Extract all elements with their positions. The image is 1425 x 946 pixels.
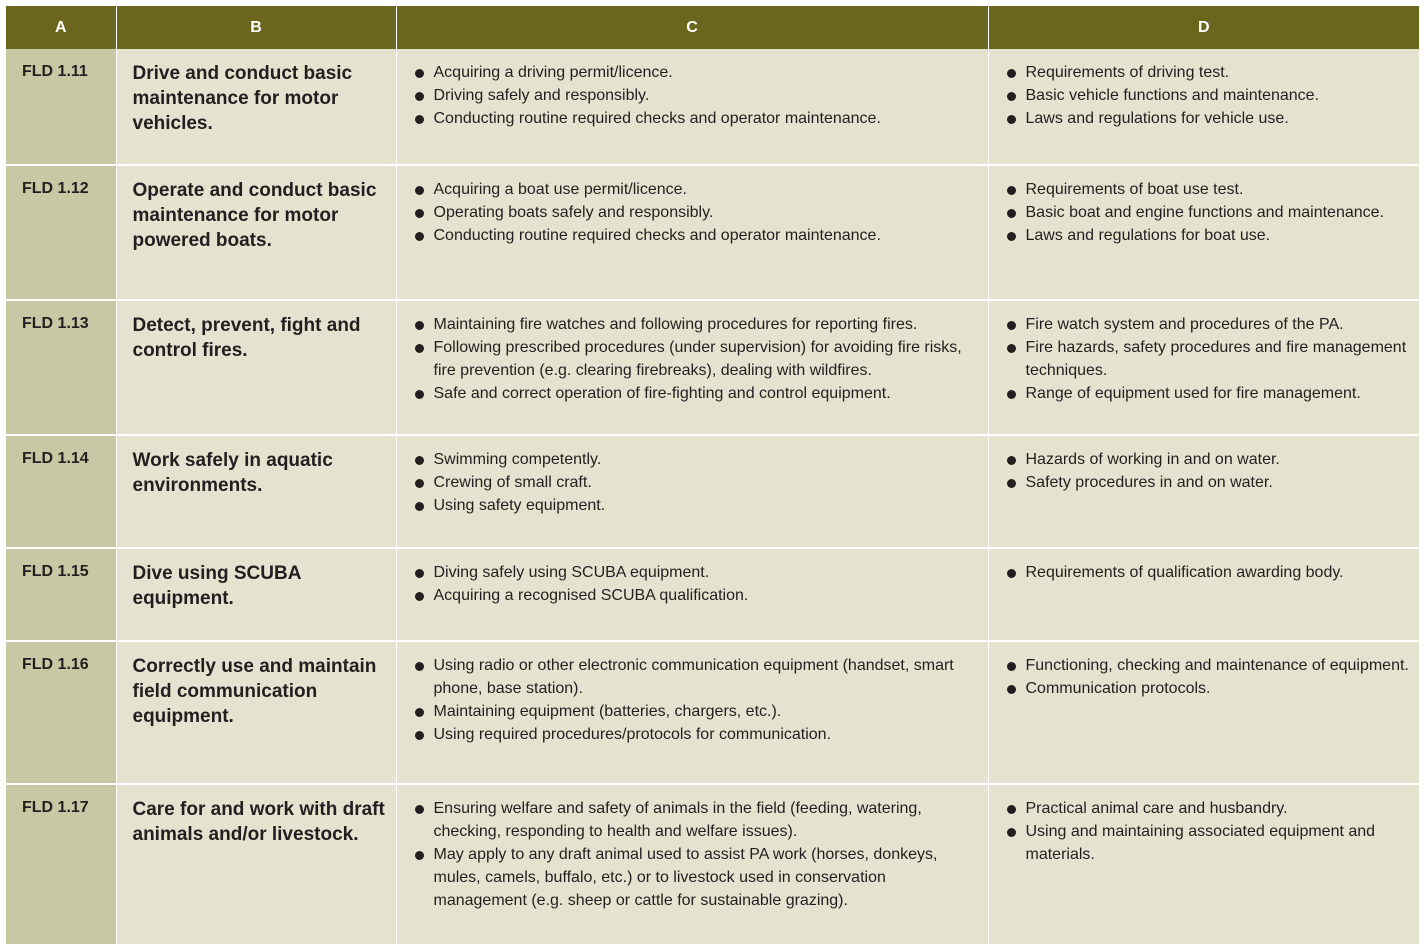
list-item: May apply to any draft animal used to assist PA work (horses, donkeys, mules, camels, buffalo, etc.) or to livestock used in conservation management (e.g. sheep or cattle for sustainable grazing). [413, 843, 978, 912]
performance-criteria [396, 165, 988, 300]
list-item: Following prescribed procedures (under supervision) for avoiding fire risks, fire prevention (e.g. clearing firebreaks), dealing with wildfires. [413, 336, 978, 382]
list-item: Acquiring a driving permit/licence. [413, 61, 978, 84]
performance-criteria [396, 784, 988, 945]
unit-title: Operate and conduct basic maintenance for motor powered boats. [116, 165, 396, 300]
competency-table [6, 6, 1419, 946]
table-row [6, 300, 1419, 435]
table-row [6, 165, 1419, 300]
unit-title: Care for and work with draft animals and/or livestock. [116, 784, 396, 945]
list-item: Using and maintaining associated equipment and materials. [1005, 820, 1410, 866]
list-item: Basic vehicle functions and maintenance. [1005, 84, 1410, 107]
list-item: Requirements of qualification awarding body. [1005, 561, 1410, 584]
knowledge-requirements [988, 165, 1419, 300]
unit-title: Correctly use and maintain field communication equipment. [116, 641, 396, 784]
unit-title: Drive and conduct basic maintenance for motor vehicles. [116, 49, 396, 165]
unit-title: Detect, prevent, fight and control fires. [116, 300, 396, 435]
list-item: Driving safely and responsibly. [413, 84, 978, 107]
list-item: Safe and correct operation of fire-fighting and control equipment. [413, 382, 978, 405]
list-item: Maintaining fire watches and following procedures for reporting fires. [413, 313, 978, 336]
knowledge-requirements [988, 435, 1419, 548]
list-item: Range of equipment used for fire management. [1005, 382, 1410, 405]
list-item: Acquiring a recognised SCUBA qualification. [413, 584, 978, 607]
list-item: Conducting routine required checks and operator maintenance. [413, 224, 978, 247]
header-col-c: C [396, 6, 988, 49]
list-item: Ensuring welfare and safety of animals in the field (feeding, watering, checking, responding to health and welfare issues). [413, 797, 978, 843]
knowledge-requirements [988, 300, 1419, 435]
knowledge-requirements [988, 49, 1419, 165]
list-item: Conducting routine required checks and operator maintenance. [413, 107, 978, 130]
list-item: Fire watch system and procedures of the PA. [1005, 313, 1410, 336]
list-item: Using required procedures/protocols for communication. [413, 723, 978, 746]
knowledge-requirements [988, 641, 1419, 784]
list-item: Requirements of driving test. [1005, 61, 1410, 84]
knowledge-requirements [988, 784, 1419, 945]
list-item: Safety procedures in and on water. [1005, 471, 1410, 494]
knowledge-requirements [988, 548, 1419, 641]
list-item: Using radio or other electronic communication equipment (handset, smart phone, base station). [413, 654, 978, 700]
list-item: Diving safely using SCUBA equipment. [413, 561, 978, 584]
performance-criteria [396, 435, 988, 548]
list-item: Operating boats safely and responsibly. [413, 201, 978, 224]
table-row [6, 641, 1419, 784]
list-item: Crewing of small craft. [413, 471, 978, 494]
list-item: Communication protocols. [1005, 677, 1410, 700]
table-row [6, 548, 1419, 641]
list-item: Laws and regulations for vehicle use. [1005, 107, 1410, 130]
unit-code: FLD 1.12 [6, 165, 116, 300]
list-item: Basic boat and engine functions and maintenance. [1005, 201, 1410, 224]
table-row [6, 49, 1419, 165]
unit-code: FLD 1.15 [6, 548, 116, 641]
unit-code: FLD 1.13 [6, 300, 116, 435]
performance-criteria [396, 641, 988, 784]
unit-title: Work safely in aquatic environments. [116, 435, 396, 548]
header-row [6, 6, 1419, 49]
header-col-a: A [6, 6, 116, 49]
table-row [6, 784, 1419, 945]
list-item: Using safety equipment. [413, 494, 978, 517]
unit-code: FLD 1.14 [6, 435, 116, 548]
performance-criteria [396, 49, 988, 165]
table-row [6, 435, 1419, 548]
unit-code: FLD 1.16 [6, 641, 116, 784]
performance-criteria [396, 548, 988, 641]
table-body [6, 49, 1419, 945]
list-item: Fire hazards, safety procedures and fire management techniques. [1005, 336, 1410, 382]
unit-code: FLD 1.17 [6, 784, 116, 945]
list-item: Laws and regulations for boat use. [1005, 224, 1410, 247]
unit-code: FLD 1.11 [6, 49, 116, 165]
list-item: Practical animal care and husbandry. [1005, 797, 1410, 820]
list-item: Maintaining equipment (batteries, chargers, etc.). [413, 700, 978, 723]
performance-criteria [396, 300, 988, 435]
header-col-b: B [116, 6, 396, 49]
list-item: Functioning, checking and maintenance of equipment. [1005, 654, 1410, 677]
list-item: Acquiring a boat use permit/licence. [413, 178, 978, 201]
list-item: Swimming competently. [413, 448, 978, 471]
header-col-d: D [988, 6, 1419, 49]
list-item: Requirements of boat use test. [1005, 178, 1410, 201]
list-item: Hazards of working in and on water. [1005, 448, 1410, 471]
unit-title: Dive using SCUBA equipment. [116, 548, 396, 641]
